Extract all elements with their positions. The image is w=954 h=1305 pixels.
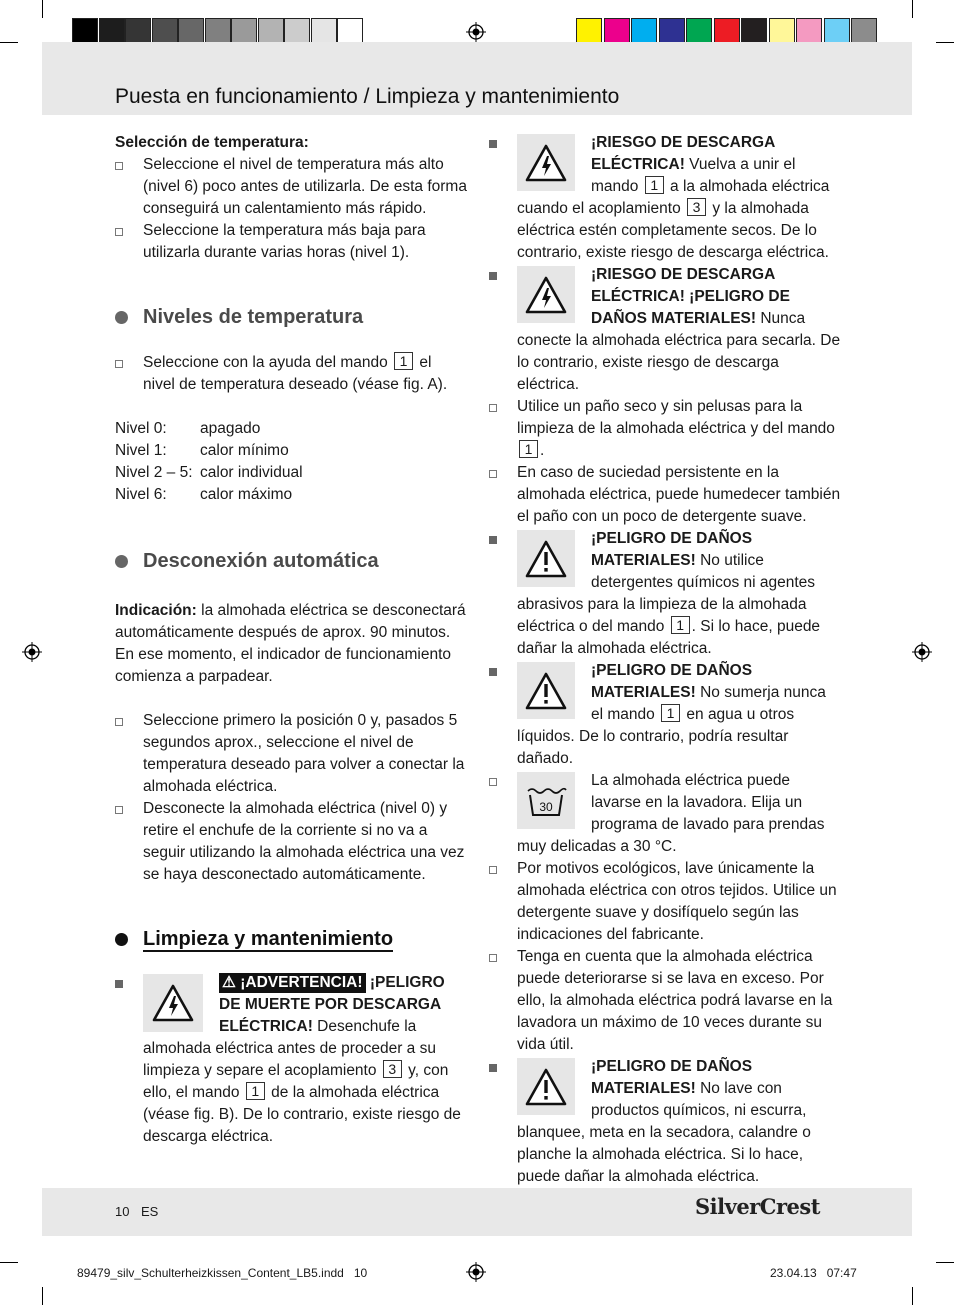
crop-mark	[42, 0, 43, 18]
checkbox-bullet-icon	[489, 404, 497, 412]
crop-mark	[42, 1287, 43, 1305]
list-item: Seleccione el nivel de temperatura más alto (nivel 6) poco antes de utilizarla. De esta forma conseguirá un calentamiento más rápido.	[115, 154, 467, 220]
list-item: Seleccione la temperatura más baja para utilizarla durante varias horas (nivel 1).	[115, 220, 467, 264]
reference-number: 1	[519, 440, 538, 458]
date-info: 23.04.13 07:47	[770, 1266, 857, 1280]
checkbox-bullet-icon	[115, 806, 123, 814]
wash-30-degrees-icon	[517, 772, 575, 829]
warning-exclamation-icon	[517, 662, 575, 719]
reference-number: 3	[687, 198, 706, 216]
registration-mark-icon	[912, 642, 932, 662]
list-item: Utilice un paño seco y sin pelusas para la limpieza de la almohada eléctrica y del mando 1 .	[489, 396, 841, 462]
list-item: En caso de suciedad persistente en la almohada eléctrica, puede humedecer también el paño con un poco de detergente suave.	[489, 462, 841, 528]
square-bullet-icon	[489, 1064, 497, 1072]
warning-item: ¡PELIGRO DE DAÑOS MATERIALES! No utilice detergentes químicos ni agentes abrasivos para la limpieza de la almohada eléctrica o del mando 1 . Si lo hace, puede dañar la almohada eléctrica.	[489, 528, 841, 660]
reference-number: 1	[661, 704, 680, 722]
section-heading-desconexion: Desconexión automática	[115, 548, 467, 574]
square-bullet-icon	[489, 536, 497, 544]
crop-mark	[0, 42, 18, 43]
temperature-levels-table	[115, 418, 467, 506]
checkbox-bullet-icon	[115, 360, 123, 368]
checkbox-bullet-icon	[489, 866, 497, 874]
registration-mark-icon	[466, 22, 486, 42]
crop-mark	[936, 1262, 954, 1263]
warning-item: ¡PELIGRO DE DAÑOS MATERIALES! No sumerja nunca el mando 1 en agua u otros líquidos. De lo contrario, podría resultar dañado.	[489, 660, 841, 770]
warning-item: ¡RIESGO DE DESCARGA ELÉCTRICA! Vuelva a unir el mando 1 a la almohada eléctrica cuando el acoplamiento 3 y la almohada eléctrica estén completamente secos. De lo contrario, existe riesgo de descarga eléctrica.	[489, 132, 841, 264]
reference-number: 1	[246, 1082, 265, 1100]
table-row: Nivel 0: apagado	[115, 420, 261, 437]
bullet-dot-icon	[115, 311, 128, 324]
checkbox-bullet-icon	[115, 718, 123, 726]
list-item: Tenga en cuenta que la almohada eléctrica puede deteriorarse si se lava en exceso. Por ello, la almohada eléctrica podrá lavarse en la lavadora un máximo de 10 veces durante su vida útil.	[489, 946, 841, 1056]
checkbox-bullet-icon	[489, 470, 497, 478]
language-code: ES	[141, 1204, 159, 1219]
brand-logo: SilverCrest	[695, 1194, 820, 1219]
section-heading-niveles: Niveles de temperatura	[115, 304, 467, 330]
registration-mark-icon	[466, 1262, 486, 1282]
page-number: 10	[115, 1204, 130, 1219]
list-item: Seleccione con la ayuda del mando 1 el nivel de temperatura deseado (véase fig. A).	[115, 352, 467, 396]
table-row: Nivel 6: calor máximo	[115, 486, 293, 503]
right-column	[489, 132, 841, 1188]
checkbox-bullet-icon	[489, 954, 497, 962]
section-heading-limpieza: Limpieza y mantenimiento	[115, 926, 467, 952]
indicacion-paragraph: Indicación: la almohada eléctrica se desconectará automáticamente después de aprox. 90 minutos. En ese momento, el indicador de funcionamiento comienza a parpadear.	[115, 602, 466, 685]
bullet-dot-icon	[115, 555, 128, 568]
crop-mark	[912, 1287, 913, 1305]
checkbox-bullet-icon	[115, 162, 123, 170]
page-title: Puesta en funcionamiento / Limpieza y mantenimiento	[115, 85, 620, 108]
square-bullet-icon	[115, 980, 123, 988]
file-info: 89479_silv_Schulterheizkissen_Content_LB5.indd 10	[77, 1266, 368, 1280]
electric-hazard-icon	[143, 974, 203, 1032]
registration-mark-icon	[22, 642, 42, 662]
square-bullet-icon	[489, 668, 497, 676]
crop-mark	[0, 1262, 18, 1263]
crop-mark	[912, 0, 913, 18]
reference-number: 3	[383, 1060, 402, 1078]
temp-selection-heading: Selección de temperatura:	[115, 134, 309, 151]
warning-item: ⚠ ¡ADVERTENCIA! ¡PELIGRO DE MUERTE POR DESCARGA ELÉCTRICA! Desenchufe la almohada eléctrica antes de proceder a su limpieza y separe el acoplamiento 3 y, con ello, el mando 1 de la almohada eléctrica (véase fig. B). De lo contrario, existe riesgo de descarga eléctrica.	[115, 972, 467, 1148]
warning-exclamation-icon	[517, 1058, 575, 1115]
reference-number: 1	[394, 352, 413, 370]
checkbox-bullet-icon	[115, 228, 123, 236]
reference-number: 1	[671, 616, 690, 634]
electric-hazard-icon	[517, 266, 575, 323]
bullet-dot-icon	[115, 933, 128, 946]
list-item: 30 La almohada eléctrica puede lavarse en la lavadora. Elija un programa de lavado para prendas muy delicadas a 30 °C.	[489, 770, 841, 858]
svg-text:30: 30	[539, 799, 553, 814]
list-item: Seleccione primero la posición 0 y, pasados 5 segundos aprox., seleccione el nivel de temperatura deseado para volver a conectar la almohada eléctrica.	[115, 710, 467, 798]
electric-hazard-icon	[517, 134, 575, 191]
square-bullet-icon	[489, 272, 497, 280]
warning-exclamation-icon	[517, 530, 575, 587]
left-column	[115, 132, 467, 1148]
list-item: Por motivos ecológicos, lave únicamente la almohada eléctrica con otros tejidos. Utilice un detergente suave y dosifíquelo según las indicaciones del fabricante.	[489, 858, 841, 946]
checkbox-bullet-icon	[489, 778, 497, 786]
square-bullet-icon	[489, 140, 497, 148]
warning-item: ¡PELIGRO DE DAÑOS MATERIALES! No lave con productos químicos, ni escurra, blanquee, meta en la secadora, calandre o planche la almohada eléctrica. Si lo hace, puede dañar la almohada eléctrica.	[489, 1056, 841, 1188]
table-row: Nivel 2 – 5: calor individual	[115, 464, 303, 481]
warning-item: ¡RIESGO DE DESCARGA ELÉCTRICA! ¡PELIGRO DE DAÑOS MATERIALES! Nunca conecte la almohada eléctrica para secarla. De lo contrario, existe riesgo de descarga eléctrica.	[489, 264, 841, 396]
warning-triangle-icon: ⚠	[222, 974, 236, 991]
table-row: Nivel 1: calor mínimo	[115, 442, 289, 459]
list-item: Desconecte la almohada eléctrica (nivel 0) y retire el enchufe de la corriente si no va a seguir utilizando la almohada eléctrica una vez se haya desconectado automáticamente.	[115, 798, 467, 886]
advertencia-badge: ⚠ ¡ADVERTENCIA!	[219, 973, 366, 993]
reference-number: 1	[645, 176, 664, 194]
crop-mark	[936, 42, 954, 43]
